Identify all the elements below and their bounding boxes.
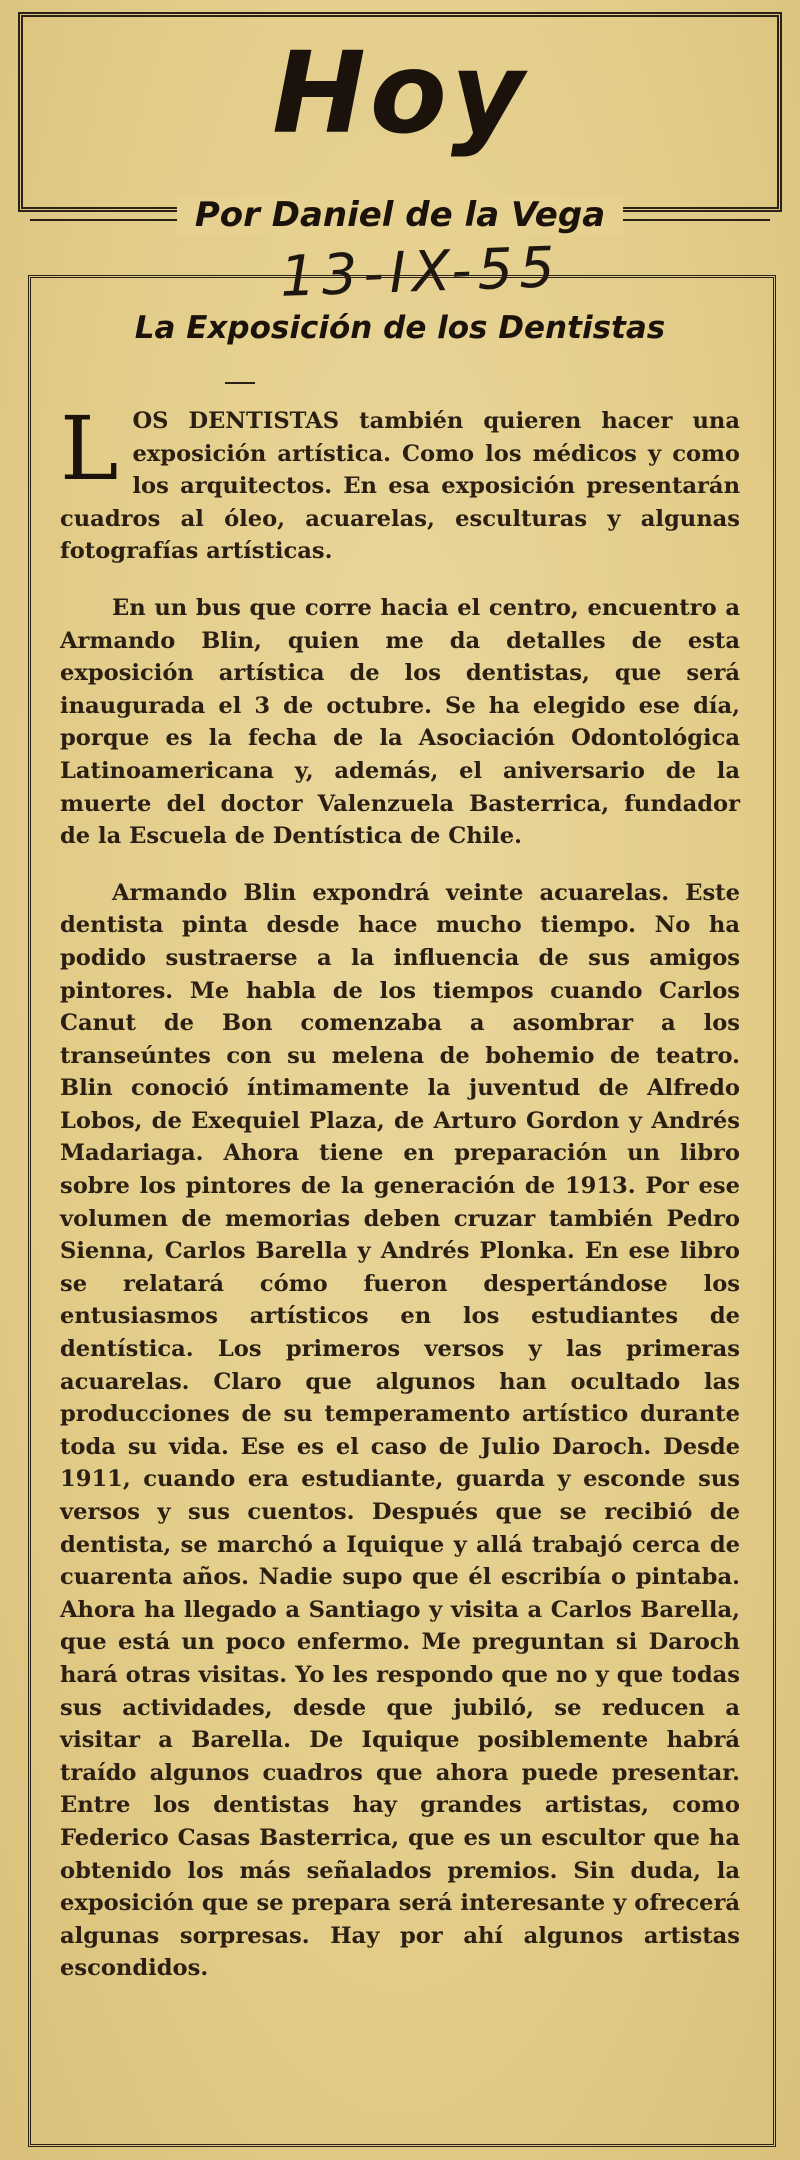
- article-title: La Exposición de los Dentistas: [134, 310, 666, 346]
- paragraph-1: [60, 397, 740, 568]
- byline-row: [30, 195, 770, 235]
- paragraph-2: En un bus que corre hacia el centro, encuentro a Armando Blin, quien me da detalles de esta exposición artística de los dentistas, que será inaugurada el 3 de octubre. Se ha elegido ese día, porque es la fecha de la Asociación Odontológica Latinoamericana y, además, el aniversario de la muerte del doctor Valenzuela Basterrica, fundador de la Escuela de Dentística de Chile.: [60, 594, 740, 850]
- title-divider: [225, 382, 255, 384]
- paragraph-1-text: OS DENTISTAS también quieren hacer una exposición artística. Como los médicos y como los arquitectos. En esa exposición presentarán cuadros al óleo, acuarelas, esculturas y algunas fotografías artísticas.: [60, 408, 740, 565]
- paragraph-3: Armando Blin expondrá veinte acuarelas. Este dentista pinta desde hace mucho tiempo. No ha podido sustraerse a la influencia de sus amigos pintores. Me habla de los tiempos cuando Carlos Canut de Bon comenzaba a asombrar a los transeúntes con su melena de bohemio de teatro. Blin conoció íntimamente la juventud de Alfredo Lobos, de Exequiel Plaza, de Arturo Gordon y Andrés Madariaga. Ahora tiene en preparación un libro sobre los pintores de la generación de 1913. Por ese volumen de memorias deben cruzar también Pedro Sienna, Carlos Barella y Andrés Plonka. En ese libro se relatará cómo fueron despertándose los entusiasmos artísticos en los estudiantes de dentística. Los primeros versos y las primeras acuarelas. Claro que algunos han ocultado las producciones de su temperamento artístico durante toda su vida. Ese es el caso de Julio Daroch. Desde 1911, cuando era estudiante, guarda y esconde sus versos y sus cuentos. Después que se recibió de dentista, se marchó a Iquique y allá trabajó cerca de cuarenta años. Nadie supo que él escribía o pintaba. Ahora ha llegado a Santiago y visita a Carlos Barella, que está un poco enfermo. Me preguntan si Daroch hará otras visitas. Yo les respondo que no y que todas sus actividades, desde que jubiló, se reducen a visitar a Barella. De Iquique posiblemente habrá traído algunos cuadros que ahora puede presentar. Entre los dentistas hay grandes artistas, como Federico Casas Basterrica, que es un escultor que ha obtenido los más señalados premios. Sin duda, la exposición que se prepara será interesante y ofrecerá algunas sorpresas. Hay por ahí algunos artistas escondidos.: [60, 879, 740, 1982]
- drop-cap: L: [60, 397, 119, 500]
- article-body: [60, 397, 740, 2009]
- byline-rule-right: [623, 210, 770, 221]
- column-masthead: Hoy: [272, 29, 528, 159]
- handwritten-date: 13-IX-55: [278, 235, 562, 310]
- byline-rule-left: [30, 210, 177, 221]
- byline: Por Daniel de la Vega: [177, 195, 623, 235]
